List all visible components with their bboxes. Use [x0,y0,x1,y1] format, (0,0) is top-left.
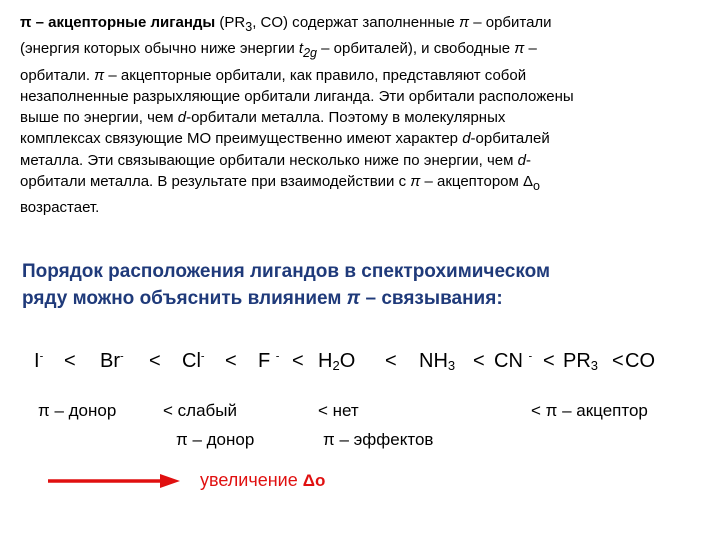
text-span: -орбитали металла. Поэтому в молекулярных [186,109,506,127]
less-than-sign: < [612,350,624,372]
note-none-line-1: < нет [318,401,359,420]
text-span: металла. Эти связывающие орбитали несколько ниже по энергии, чем [20,151,518,169]
para-line-1 [20,12,700,38]
text-span: орбитали. [20,66,95,84]
d-symbol: d [517,151,526,169]
paragraph-text [20,12,700,219]
charge: - [528,350,533,363]
pi-symbol: π [514,40,525,58]
text-span: (PR [215,14,246,31]
heading-line-1: Порядок расположения лигандов в спектрохимическом [22,261,551,282]
subscript: 3 [447,358,456,373]
text-span: – связывания: [360,288,503,309]
note-weak-line-2: π – донор [176,430,255,449]
less-than-sign: < [385,350,397,372]
note-weak-line-1: < слабый [163,401,237,420]
para-line-6 [20,128,700,149]
subscript: 2g [303,46,317,61]
pi-acceptor-term: π – акцепторные лиганды [20,14,216,31]
less-than-sign: < [64,350,76,372]
less-than-sign: < [149,350,161,372]
t-symbol: t [298,40,304,58]
less-than-sign: < [292,350,304,372]
ligand-iodide [34,350,43,373]
text-span: – орбиталей), и свободные [316,40,515,58]
d-symbol: d [177,109,187,127]
d-symbol: d [462,130,471,148]
text-span: F [258,350,271,372]
heading-line-2 [22,285,702,312]
text-span: - [525,151,531,169]
less-than-sign: < [473,350,485,372]
ligand-water [318,350,355,373]
subscript: о [533,179,540,194]
text-span: O [339,350,356,372]
text-span: -орбиталей [470,130,550,148]
charge: - [120,350,124,363]
para-line-3 [20,65,700,86]
para-line-4: незаполненные разрыхляющие орбитали лиганда. Эти орбитали расположены [20,87,574,105]
text-span: – [524,40,537,58]
note-none-line-2: π – эффектов [323,430,434,449]
text-span: Br [100,350,120,372]
spectrochemical-series [0,350,720,380]
para-line-8 [20,171,700,197]
text-span: H [318,350,333,372]
para-line-5 [20,107,700,128]
text-span: выше по энергии, чем [20,109,178,127]
ligand-phosphine [563,350,598,373]
note-pi-acceptor: < π – акцептор [531,401,648,420]
ligand-chloride [182,350,205,373]
text-span: – акцептором Δ [420,173,534,191]
text-span: орбитали металла. В результате при взаимодействии с [20,173,411,191]
ligand-fluoride [258,350,279,373]
less-than-sign: < [225,350,237,372]
pi-symbol: π [94,66,105,84]
ligand-cyanide [494,350,532,373]
text-span: Cl [182,350,201,372]
subscript: 3 [590,358,599,373]
para-line-9: возрастает. [20,199,100,217]
ligand-carbonyl: CO [625,350,655,372]
para-line-2 [20,38,700,64]
right-arrow-icon [48,472,180,490]
increase-label [200,470,325,491]
text-span: (энергия которых обычно ниже энергии [20,40,299,58]
text-span: CN [494,350,523,372]
ligand-bromide [100,350,124,373]
text-span: – орбитали [469,14,552,31]
charge: - [39,350,44,363]
charge: - [275,350,280,363]
charge: - [200,350,205,363]
text-span: NH [419,350,448,372]
para-line-7 [20,150,700,171]
subscript: 2 [332,358,340,373]
delta-symbol: Δо [302,471,326,490]
ligand-ammonia [419,350,455,373]
text-span: комплексах связующие МО преимущественно имеют характер [20,130,463,148]
text-span: I [34,350,40,372]
text-span: увеличение [200,470,303,490]
less-than-sign: < [543,350,555,372]
note-pi-donor: π – донор [38,401,117,420]
pi-symbol: π [410,173,421,191]
section-heading [22,258,702,312]
text-span: – акцепторные орбитали, как правило, представляют собой [104,66,527,84]
text-span: , CO) содержат заполненные [252,14,459,31]
subscript: 3 [245,20,253,34]
pi-symbol: π [458,14,470,31]
pi-symbol: π [346,288,361,309]
text-span: ряду можно объяснить влиянием [22,288,347,309]
text-span: PR [563,350,591,372]
